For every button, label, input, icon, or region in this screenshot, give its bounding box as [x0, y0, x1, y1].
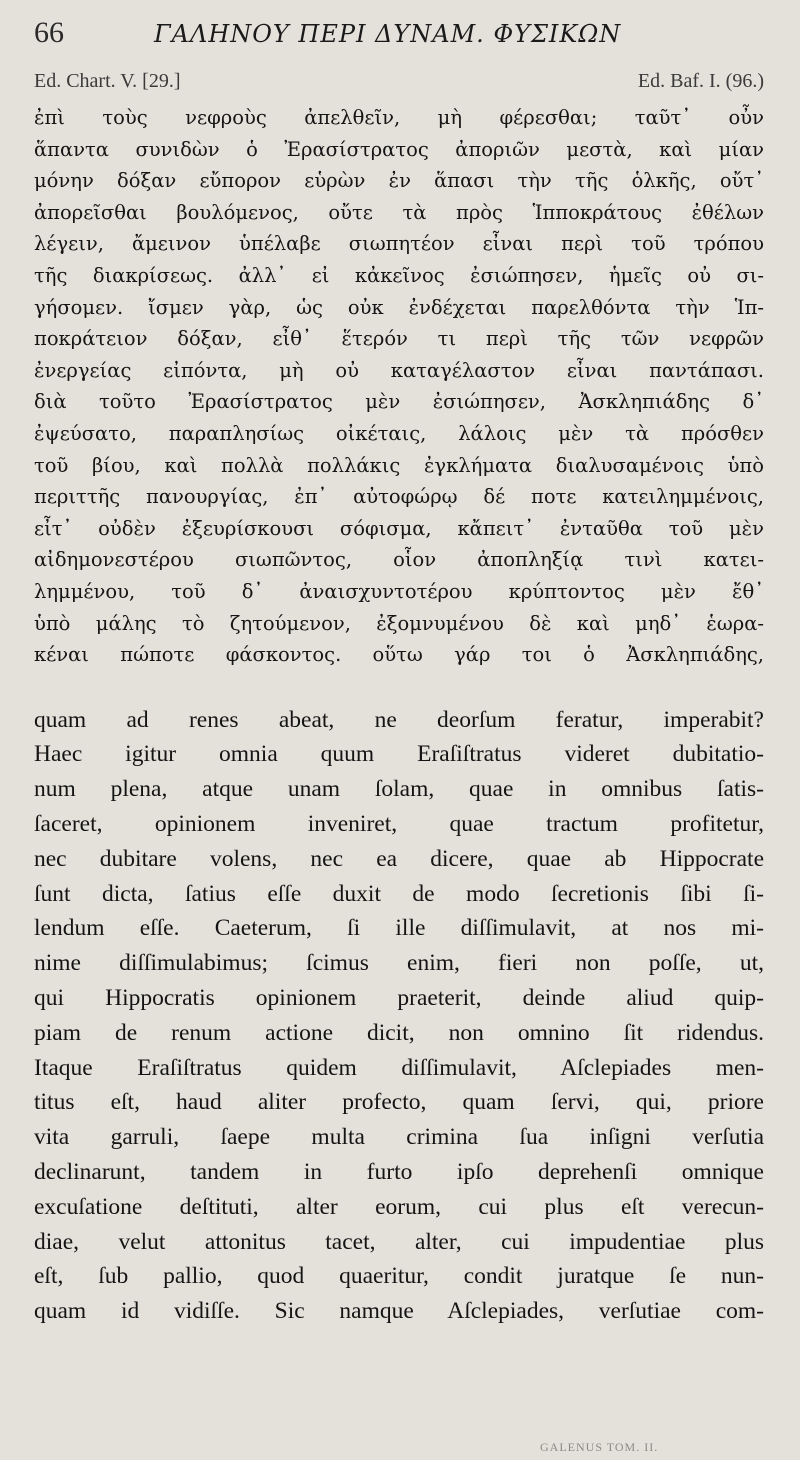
- greek-line: τῆς διακρίσεως. ἀλλ᾽ εἰ κἀκεῖνος ἐσιώπησεν, ἡμεῖς οὐ σι-: [34, 263, 764, 287]
- latin-line: eſt, ſub pallio, quod quaeritur, condit juratque ſe nun-: [34, 1263, 764, 1290]
- greek-line: λέγειν, ἄμεινον ὑπέλαβε σιωπητέον εἶναι περὶ τοῦ τρόπου: [34, 232, 764, 256]
- latin-line: nec dubitare volens, nec ea dicere, quae ab Hippocrate: [34, 845, 764, 872]
- running-title: ΓΑΛΗΝΟΥ ΠΕΡΙ ΔΥΝΑΜ. ΦΥΣΙΚΩΝ: [154, 20, 622, 48]
- latin-line: nime diſſimulabimus; ſcimus enim, fieri non poſſe, ut,: [34, 950, 764, 977]
- latin-line: excuſatione deſtituti, alter eorum, cui plus eſt verecun-: [34, 1193, 764, 1220]
- latin-line: piam de renum actione dicit, non omnino ſit ridendus.: [34, 1019, 764, 1046]
- latin-line: Itaque Eraſiſtratus quidem diſſimulavit, Aſclepiades men-: [34, 1054, 764, 1081]
- greek-text-block: [34, 102, 764, 671]
- latin-line: ſaceret, opinionem inveniret, quae tractum profitetur,: [34, 811, 764, 838]
- running-head: [34, 16, 764, 68]
- latin-line: Haec igitur omnia quum Eraſiſtratus videret dubitatio-: [34, 741, 764, 768]
- latin-line: num plena, atque unam ſolam, quae in omnibus ſatis-: [34, 776, 764, 803]
- footer-signature: GALENUS TOM. II.: [540, 1440, 659, 1454]
- greek-line: κέναι πώποτε φάσκοντος. οὕτω γάρ τοι ὁ Ἀσκληπιάδης,: [34, 643, 764, 667]
- latin-line: titus eſt, haud aliter profecto, quam ſervi, qui, priore: [34, 1089, 764, 1116]
- latin-line: declinarunt, tandem in furto ipſo deprehenſi omnique: [34, 1159, 764, 1186]
- greek-line: ἅπαντα συνιδὼν ὁ Ἐρασίστρατος ἀποριῶν μεστὰ, καὶ μίαν: [34, 137, 764, 161]
- latin-line: quam id vidiſſe. Sic namque Aſclepiades, verſutiae com-: [34, 1298, 764, 1325]
- greek-line: διὰ τοῦτο Ἐρασίστρατος μὲν ἐσιώπησεν, Ἀσκληπιάδης δ᾽: [34, 390, 764, 414]
- edition-chart-reference: Ed. Chart. V. [29.]: [34, 70, 181, 92]
- latin-line: vita garruli, ſaepe multa crimina ſua inſigni verſutia: [34, 1124, 764, 1151]
- edition-basel-reference: Ed. Baf. I. (96.): [637, 70, 764, 92]
- greek-line: ἐπὶ τοὺς νεφροὺς ἀπελθεῖν, μὴ φέρεσθαι; ταῦτ᾽ οὖν: [34, 106, 764, 129]
- greek-line: τοῦ βίου, καὶ πολλὰ πολλάκις ἐγκλήματα διαλυσαμένοις ὑπὸ: [34, 453, 764, 477]
- page-number: 66: [34, 16, 64, 49]
- latin-line: qui Hippocratis opinionem praeterit, deinde aliud quip-: [34, 985, 764, 1012]
- latin-line: lendum eſſe. Caeterum, ſi ille diſſimulavit, at nos mi-: [34, 915, 764, 942]
- greek-line: μόνην δόξαν εὔπορον εὑρὼν ἐν ἅπασι τὴν τῆς ὁλκῆς, οὔτ᾽: [34, 169, 764, 193]
- latin-text-block: [34, 703, 764, 1329]
- greek-line: ἐψεύσατο, παραπλησίως οἰκέταις, λάλοις μὲν τὰ πρόσθεν: [34, 421, 764, 445]
- greek-line: ἀπορεῖσθαι βουλόμενος, οὔτε τὰ πρὸς Ἱπποκράτους ἐθέλων: [34, 200, 764, 224]
- greek-line: ἐνεργείας εἰπόντα, μὴ οὐ καταγέλαστον εἶναι παντάπασι.: [34, 358, 764, 382]
- greek-line: αἰδημονεστέρου σιωπῶντος, οἷον ἀποπληξίᾳ τινὶ κατει-: [34, 548, 764, 572]
- latin-line: ſunt dicta, ſatius eſſe duxit de modo ſecretionis ſibi ſi-: [34, 880, 764, 907]
- greek-line: λημμένου, τοῦ δ᾽ ἀναισχυντοτέρου κρύπτοντος μὲν ἔθ᾽: [34, 579, 764, 603]
- latin-line: diae, velut attonitus tacet, alter, cui impudentiae plus: [34, 1228, 764, 1255]
- greek-line: γήσομεν. ἴσμεν γὰρ, ὡς οὐκ ἐνδέχεται παρελθόντα τὴν Ἱπ-: [34, 295, 764, 319]
- greek-line: ὑπὸ μάλης τὸ ζητούμενον, ἐξομνυμένου δὲ καὶ μηδ᾽ ἑωρα-: [34, 611, 764, 635]
- greek-line: ποκράτειον δόξαν, εἶθ᾽ ἕτερόν τι περὶ τῆς τῶν νεφρῶν: [34, 327, 764, 351]
- latin-line: quam ad renes abeat, ne deorſum feratur, imperabit?: [34, 706, 764, 733]
- greek-line: εἶτ᾽ οὐδὲν ἐξευρίσκουσι σόφισμα, κἄπειτ᾽ ἐνταῦθα τοῦ μὲν: [34, 516, 764, 540]
- edition-references: [34, 70, 764, 100]
- greek-line: περιττῆς πανουργίας, ἐπ᾽ αὐτοφώρῳ δέ ποτε κατειλημμένοις,: [34, 485, 764, 509]
